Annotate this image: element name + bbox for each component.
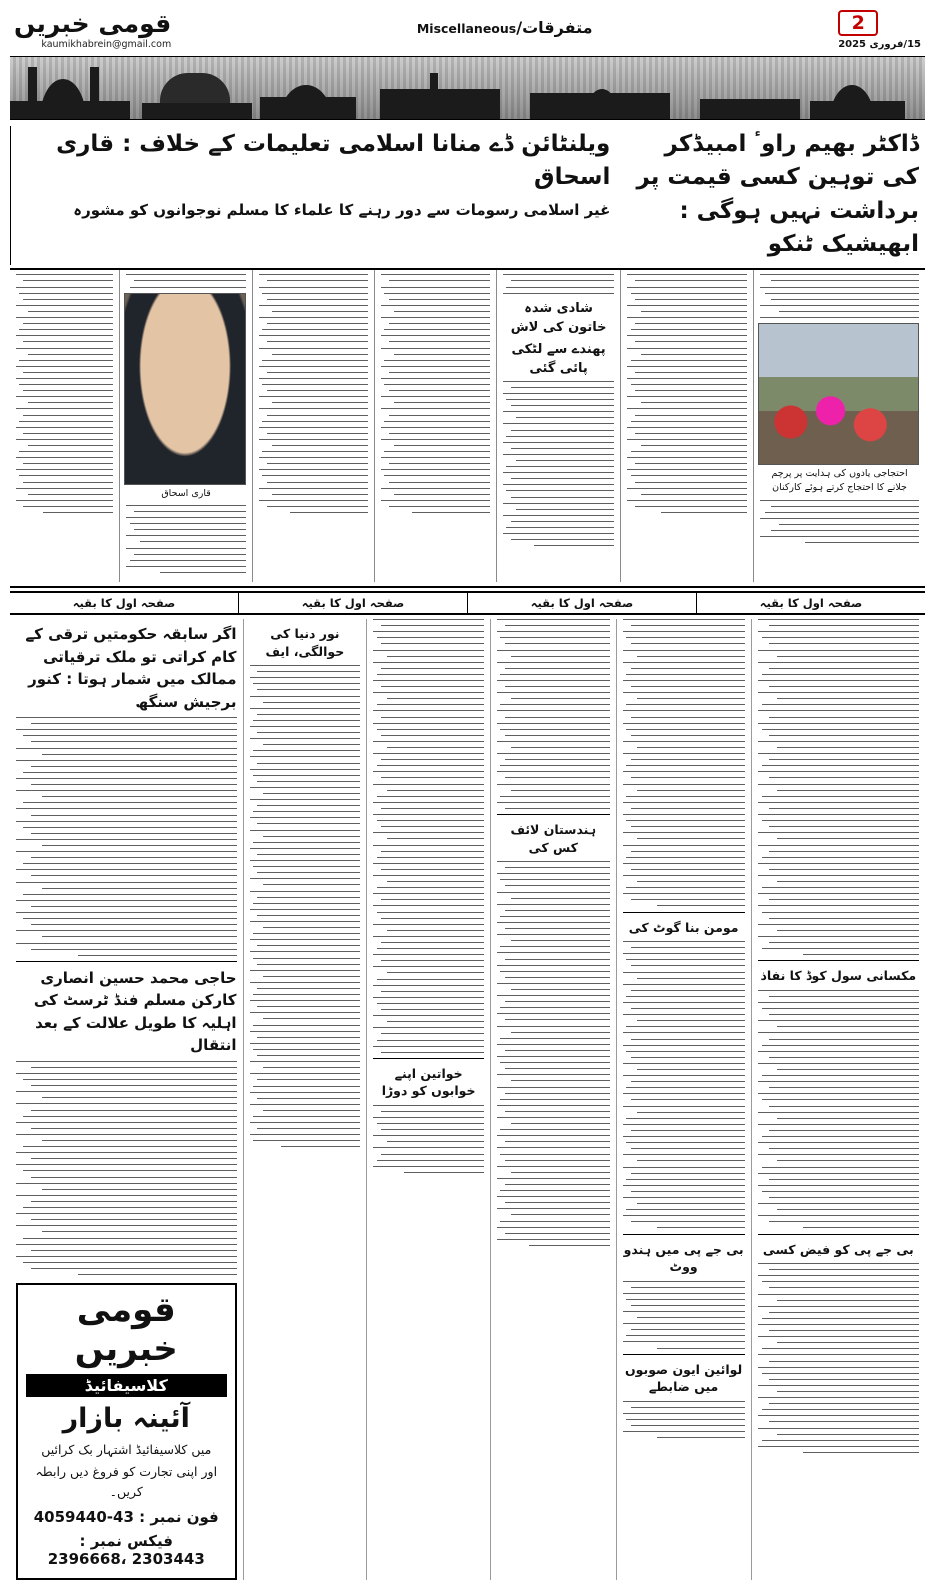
top-col-7-text [16, 274, 113, 513]
section-head-bjp-hindu-vote: بی جے پی میں ہندو ووٹ [623, 1241, 744, 1275]
body-col-f [10, 619, 243, 1580]
advert-fax-number: 2396668، 2303443 [47, 1550, 205, 1568]
section-head-noor-duniya: نور دنیا کی حوالگی، ایف [265, 626, 345, 659]
section-head-hindustan-life: ہندستان لائف کس کی [510, 822, 597, 855]
classified-advert[interactable] [16, 1283, 237, 1580]
body-col-e [243, 619, 367, 1580]
headline-row [10, 126, 925, 270]
continuation-header-2: صفحہ اول کا بقیہ [467, 593, 696, 613]
body-col-d [366, 619, 490, 1580]
headline-right-block [10, 126, 616, 265]
section-head-momin: مومن بنا گوٹ کی [628, 919, 739, 935]
body-col-b-text-2 [623, 941, 745, 1228]
top-col-4 [374, 270, 496, 582]
body-col-b-text-1 [623, 619, 745, 906]
top-col-4-text [381, 274, 490, 513]
mid-headline-2: پھندے سے لٹکی پائی گئی [511, 341, 606, 377]
top-col-portrait [119, 270, 252, 582]
body-col-e-text-1 [250, 665, 361, 1147]
continuation-header-1: صفحہ اول کا بقیہ [696, 593, 925, 613]
mid-headline-1: شادی شدہ خاتون کی لاش [510, 300, 607, 336]
portrait-caption: قاری اسحاق [161, 487, 211, 499]
top-col-7 [10, 270, 119, 582]
masthead [10, 8, 925, 54]
top-col-3 [496, 270, 620, 582]
body-col-d-text-1 [373, 619, 484, 1053]
headline-right: ویلنٹائن ڈے منانا اسلامی تعلیمات کے خلاف : قاری اسحاق [56, 131, 611, 191]
top-col-protest-text [760, 274, 919, 318]
continuation-header-3: صفحہ اول کا بقیہ [238, 593, 467, 613]
advert-fax [26, 1532, 227, 1568]
top-col-protest [753, 270, 925, 582]
top-article-area [10, 270, 925, 588]
advert-fax-label: فیکس نمبر : [79, 1532, 173, 1550]
top-col-3-text-2 [503, 381, 614, 547]
top-col-5 [252, 270, 374, 582]
body-col-c-text-2 [497, 861, 610, 1246]
body-col-d-text-2 [373, 1105, 484, 1173]
body-col-c-text-1 [497, 619, 610, 809]
section-label-english: Miscellaneous [416, 21, 517, 36]
body-col-f-text-2 [16, 1061, 237, 1275]
body-col-a-text-3 [758, 1263, 919, 1453]
main-body-grid [10, 619, 925, 1580]
top-col-3-text [503, 274, 614, 293]
body-col-f-text-1 [16, 717, 237, 956]
top-col-5-text [259, 274, 368, 513]
headline-left: ڈاکٹر بھیم راوٴ امبیڈکر کی توہین کسی قیمت پر برداشت نہیں ہوگی : ابھیشیک ٹنکو [636, 131, 919, 258]
top-col-portrait-text [126, 274, 246, 287]
section-head-provinces: لوائین ایون صوبوں میں ضابطے [625, 1361, 743, 1395]
headline-left-block [616, 126, 925, 265]
section-label-urdu: متفرقات/ [516, 18, 593, 37]
newspaper-title: قومی خبریں [14, 9, 172, 38]
advert-line-1: میں کلاسیفائیڈ اشتہار بک کرائیں [41, 1442, 212, 1457]
top-col-protest-text-2 [760, 500, 919, 544]
section-head-development: اگر سابقہ حکومتیں ترقی کے کام کراتی تو ملک ترقیاتی ممالک میں شمار ہوتا : کنور برجیش سنگھ [25, 625, 237, 711]
body-col-a-text-1 [758, 619, 919, 955]
advert-phone-number: 4059440-43 [33, 1508, 134, 1526]
contact-email: kaumikhabrein@gmail.com [41, 38, 172, 50]
top-col-portrait-text-2 [126, 505, 246, 573]
skyline-banner-image [10, 56, 925, 120]
advert-brand: قومی خبریں [74, 1290, 178, 1370]
section-head-civil-code: مکسانی سول کوڈ کا نفاذ [760, 968, 917, 984]
section-head-obituary: حاجی محمد حسین انصاری کارکن مسلم فنڈ ٹرسٹ کی اہلیہ کا طویل علالت کے بعد انتقال [33, 968, 237, 1055]
section-head-women-dreams: خواتین اپنے خوابوں کو دوڑا [381, 1065, 476, 1099]
issue-date: 15/فروری 2025 [838, 39, 921, 50]
top-col-2-text [627, 274, 747, 513]
body-col-b [616, 619, 751, 1580]
protest-photo-caption: احتجاجی یادوں کی ہدایت پر پرچم جلانے کا احتجاج کرتے ہوئے کارکنان [771, 468, 908, 494]
advert-classified-label: کلاسیفائیڈ [26, 1374, 227, 1397]
page-meta [838, 10, 921, 50]
top-col-2 [620, 270, 753, 582]
body-col-c [490, 619, 616, 1580]
qari-ishaq-portrait [124, 293, 246, 485]
headline-right-sub: غیر اسلامی رسومات سے دور رہنے کا علماء کا مسلم نوجوانوں کو مشورہ [73, 200, 611, 219]
advert-shop-name: آئینہ بازار [62, 1403, 190, 1435]
advert-line-2: اور اپنی تجارت کو فروغ دیں رابطہ کریں۔ [35, 1464, 218, 1499]
body-col-a-text-2 [758, 990, 919, 1229]
protest-photo [758, 323, 919, 465]
continuation-header-bar [10, 591, 925, 615]
advert-phone-label: فون نمبر : [139, 1508, 219, 1526]
body-col-b-text-3 [623, 1281, 745, 1349]
body-col-a [751, 619, 925, 1580]
section-label [417, 10, 593, 37]
section-head-bjp-faiz: بی جے پی کو فیض کسی [762, 1241, 914, 1257]
masthead-brand [14, 10, 171, 50]
advert-phone[interactable] [26, 1508, 227, 1526]
body-col-b-text-4 [623, 1401, 745, 1439]
continuation-header-4: صفحہ اول کا بقیہ [72, 596, 176, 611]
page-number: 2 [838, 10, 878, 36]
